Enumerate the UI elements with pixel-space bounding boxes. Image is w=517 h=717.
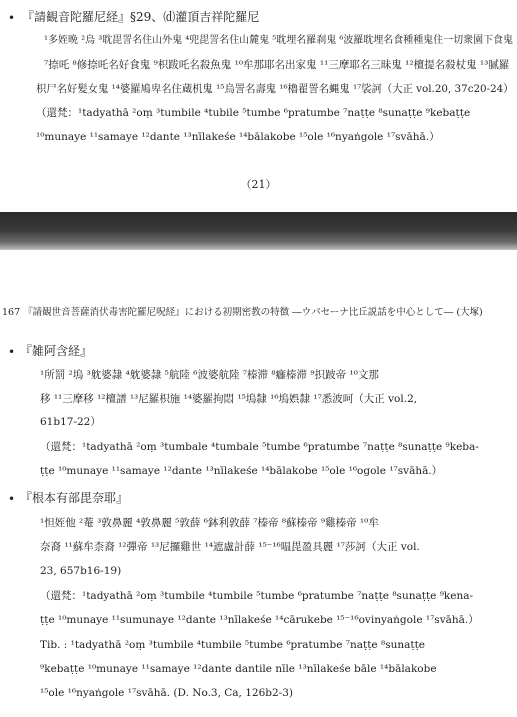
item1-line-2: 移 ¹¹三摩移 ¹²檀譜 ¹³尼羅枳施 ¹⁴婆羅拘悶 ¹⁵塢隸 ¹⁶塢娯隸 ¹⁷悉波呵（大正 vol.2,	[40, 393, 418, 405]
heading-item2: 『根本有部毘奈耶』	[20, 491, 129, 505]
bullet-item1: •	[8, 345, 16, 359]
item1-line-3: 61b17-22）	[40, 416, 101, 428]
dharani-line-1: ¹多姪晩 ²烏 ³耽毘詈名住山外鬼 ⁴兜毘詈名住山麓鬼 ⁵耽埋名羅刹鬼 ⁶波羅耽埋名食種種鬼住一切衆園下食鬼	[44, 35, 514, 46]
heading-item1: 『雑阿含経』	[20, 344, 93, 358]
sanskrit-line-1: （還梵：¹tadyathā ²oṃ ³tumbile ⁴tubile ⁵tumbe ⁶pratumbe ⁷naṭṭe ⁸sunaṭṭe ⁹kebaṭṭe	[36, 107, 471, 119]
section-heading-top: 『請観音陀羅尼経』§29、⒟灌頂吉祥陀羅尼	[22, 10, 260, 24]
page-number: （21）	[240, 178, 277, 191]
dharani-line-3: 枳尸名好髪女鬼 ¹⁴婆羅鳩卑名住蔵机鬼 ¹⁵烏詈名壽鬼 ¹⁶櫓翟詈名蝿鬼 ¹⁷裟訶（大正 vol.20, 37c20-24）	[36, 83, 514, 95]
item1-sanskrit-1: （還梵：¹tadyathā ²oṃ ³tumbale ⁴tumbale ⁵tumbe ⁶pratumbe ⁷naṭṭe ⁸sunaṭṭe ⁹keba-	[40, 441, 479, 453]
item2-line-1: ¹怛姪他 ²菴 ³敦鼻麗 ⁴敦鼻麗 ⁵敦薛 ⁶鉢利敦薛 ⁷榛帝 ⁸蘇榛帝 ⁹雞榛帝 ¹⁰牟	[40, 517, 379, 529]
item1-line-1: ¹所罰 ²塢 ³躭婆隷 ⁴躭婆隷 ⁵航陸 ⁶波婆航陸 ⁷榛滞 ⁸癰榛滞 ⁹抧跛帝 ¹⁰文那	[40, 369, 379, 381]
item2-line-2: 奈裔 ¹¹蘇牟柰裔 ¹²彈帝 ¹³尼攞雞世 ¹⁴遮盧計薛 ¹⁵⁻¹⁶嗢毘盈具麗 ¹⁷莎訶（大正 vol.	[40, 541, 420, 553]
item2-tibetan-3: ¹⁵ole ¹⁶nyaṅgole ¹⁷svāhā. (D. No.3, Ca, 126b2-3)	[40, 687, 294, 699]
bullet-top: •	[8, 11, 16, 25]
dharani-line-2: ⁷捺吒 ⁸修捺吒名好食鬼 ⁹枳跋吒名殺魚鬼 ¹⁰牟那耶名出家鬼 ¹¹三摩耶名三昧鬼 ¹²檀提名殺杖鬼 ¹³腻羅	[44, 59, 510, 71]
item2-sanskrit-2: ṭṭe ¹⁰munaye ¹¹sumunaye ¹²dante ¹³nīlakeśe ¹⁴cārukebe ¹⁵⁻¹⁶ovinyaṅgole ¹⁷svāhā.）	[40, 614, 479, 626]
item1-sanskrit-2: ṭṭe ¹⁰munaye ¹¹samaye ¹²dante ¹³nīlakeśe ¹⁴bālakobe ¹⁵ole ¹⁶ogole ¹⁷svāhā.）	[40, 465, 443, 477]
sanskrit-line-2: ¹⁰munaye ¹¹samaye ¹²dante ¹³nīlakeśe ¹⁴bālakobe ¹⁵ole ¹⁶nyaṅgole ¹⁷svāhā.）	[36, 131, 440, 143]
bullet-item2: •	[8, 492, 16, 506]
item2-tibetan-1: Tib. : ¹tadyathā ²oṃ ³tumbile ⁴tumbile ⁵tumbe ⁶pratumbe ⁷naṭṭe ⁸sunaṭṭe	[40, 639, 426, 651]
item2-sanskrit-1: （還梵：¹tadyathā ²oṃ ³tumbile ⁴tumbile ⁵tumbe ⁶pratumbe ⁷naṭṭe ⁸sunaṭṭe ⁹kena-	[40, 590, 474, 602]
item2-line-3: 23, 657b16-19)	[40, 565, 122, 577]
upper-page	[0, 0, 517, 212]
page-separator	[0, 212, 517, 250]
running-head: 167 『請観世音菩薩消伏毒害陀羅尼呪経』における初期密教の特徴 ―ウパセーナ比丘説話を中心として― (大塚)	[2, 307, 483, 318]
item2-tibetan-2: ⁹kebaṭṭe ¹⁰munaye ¹¹samaye ¹²dante dantile nīle ¹³nīlakeśe bāle ¹⁴bālakobe	[40, 663, 437, 675]
